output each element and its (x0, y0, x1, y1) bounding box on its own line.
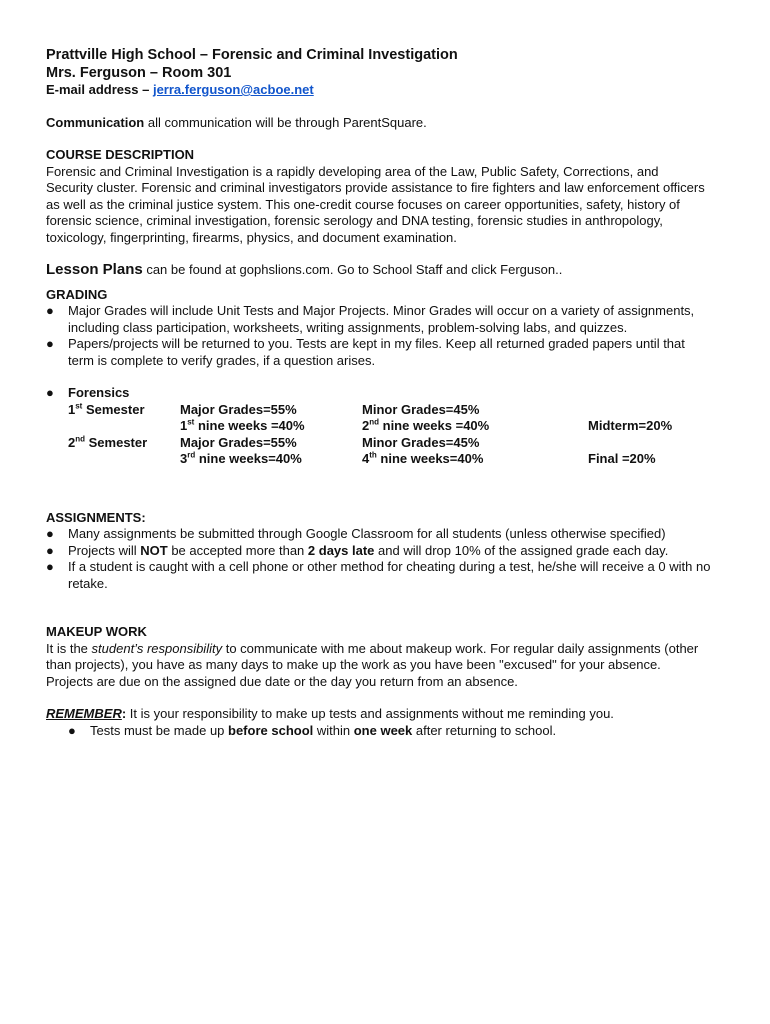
remember-text: It is your responsibility to make up tests and assignments without me reminding you. (126, 706, 614, 721)
major-grades-2: Major Grades=55% (180, 434, 297, 450)
semester-2-label: 2nd Semester (68, 434, 148, 450)
course-description-text: Forensic and Criminal Investigation is a rapidly developing area of the Law, Public Safety, Corrections, and Security cluster. Forensic and criminal investigators provide assistance to fire fighters and law enforcement officers as well as the criminal justice system. This one-credit course focuses on career opportunities, safety, history of forensic science, criminal investigation, forensic serology and DNA testing, forensic studies in anthropology, toxicology, fingerprinting, firearms, physics, and document examination. (46, 163, 705, 245)
document-page (46, 46, 726, 739)
bullet-icon: ● (46, 303, 54, 318)
bullet-icon: ● (46, 336, 54, 351)
remember-list (68, 723, 726, 740)
lesson-plans-text: can be found at gophslions.com. Go to School Staff and click Ferguson.. (142, 262, 563, 277)
bullet-icon: ● (46, 526, 54, 541)
list-item: ● Projects will NOT be accepted more than 2 days late and will drop 10% of the assigned grade each day. (46, 542, 669, 558)
makeup-text: It is the student’s responsibility to communicate with me about makeup work. For regular daily assignments (other than projects), you have as many days to make up the work as you have been "excused" for your absence. Projects are due on the assigned due date or the day you return from an absence. (46, 640, 699, 689)
lesson-plans-label: Lesson Plans (46, 261, 143, 278)
semester-1-label: 1st Semester (68, 401, 145, 417)
nine-weeks-4: 4th nine weeks=40% (362, 450, 484, 466)
grading-heading: GRADING (46, 286, 108, 302)
communication-label: Communication (46, 114, 145, 130)
lesson-plans-line (46, 262, 726, 279)
remember-label: REMEMBER (46, 706, 122, 721)
grade-weight-table (46, 402, 726, 468)
course-description-heading: COURSE DESCRIPTION (46, 147, 195, 162)
list-item: ● Papers/projects will be returned to you. Tests are kept in my files. Keep all returned graded papers until that term is complete to verify grades, if a question arises. (46, 336, 685, 368)
email-label: E-mail address – (46, 82, 153, 97)
makeup-heading: MAKEUP WORK (46, 624, 147, 639)
list-item: ● Major Grades will include Unit Tests and Major Projects. Minor Grades will occur on a variety of assignments, including class participation, worksheets, writing assignments, problem-solving labs, and quizzes. (46, 303, 695, 335)
remember-line: REMEMBER: It is your responsibility to make up tests and assignments without me reminding you. (46, 706, 614, 721)
bullet-icon: ● (46, 559, 54, 574)
grading-list (46, 303, 726, 369)
minor-grades-1: Minor Grades=45% (362, 401, 480, 417)
bullet-icon: ● (46, 542, 54, 558)
assignments-heading: ASSIGNMENTS: (46, 509, 146, 525)
assignments-list (46, 526, 726, 592)
nine-weeks-2: 2nd nine weeks =40% (362, 417, 490, 433)
forensics-list (46, 385, 726, 402)
bullet-icon: ● (46, 385, 54, 400)
email-link[interactable]: jerra.ferguson@acboe.net (152, 82, 314, 97)
midterm-weight: Midterm=20% (588, 418, 673, 433)
minor-grades-2: Minor Grades=45% (362, 434, 480, 450)
list-item: ● Tests must be made up before school within one week after returning to school. (68, 722, 557, 738)
final-weight: Final =20% (588, 451, 656, 466)
nine-weeks-3: 3rd nine weeks=40% (180, 450, 302, 466)
list-item: ● If a student is caught with a cell phone or other method for cheating during a test, he/she will receive a 0 with no retake. (46, 559, 711, 591)
teacher-room: Mrs. Ferguson – Room 301 (46, 65, 232, 81)
list-item: ● Forensics (46, 385, 130, 400)
school-course-title: Prattville High School – Forensic and Criminal Investigation (46, 47, 458, 63)
bullet-icon: ● (68, 722, 76, 738)
nine-weeks-1: 1st nine weeks =40% (180, 417, 305, 433)
major-grades-1: Major Grades=55% (180, 401, 297, 417)
list-item: ● Many assignments be submitted through Google Classroom for all students (unless otherwise specified) (46, 526, 666, 541)
email-line (46, 82, 726, 99)
communication-line (46, 115, 726, 132)
communication-text: all communication will be through ParentSquare. (144, 114, 427, 130)
